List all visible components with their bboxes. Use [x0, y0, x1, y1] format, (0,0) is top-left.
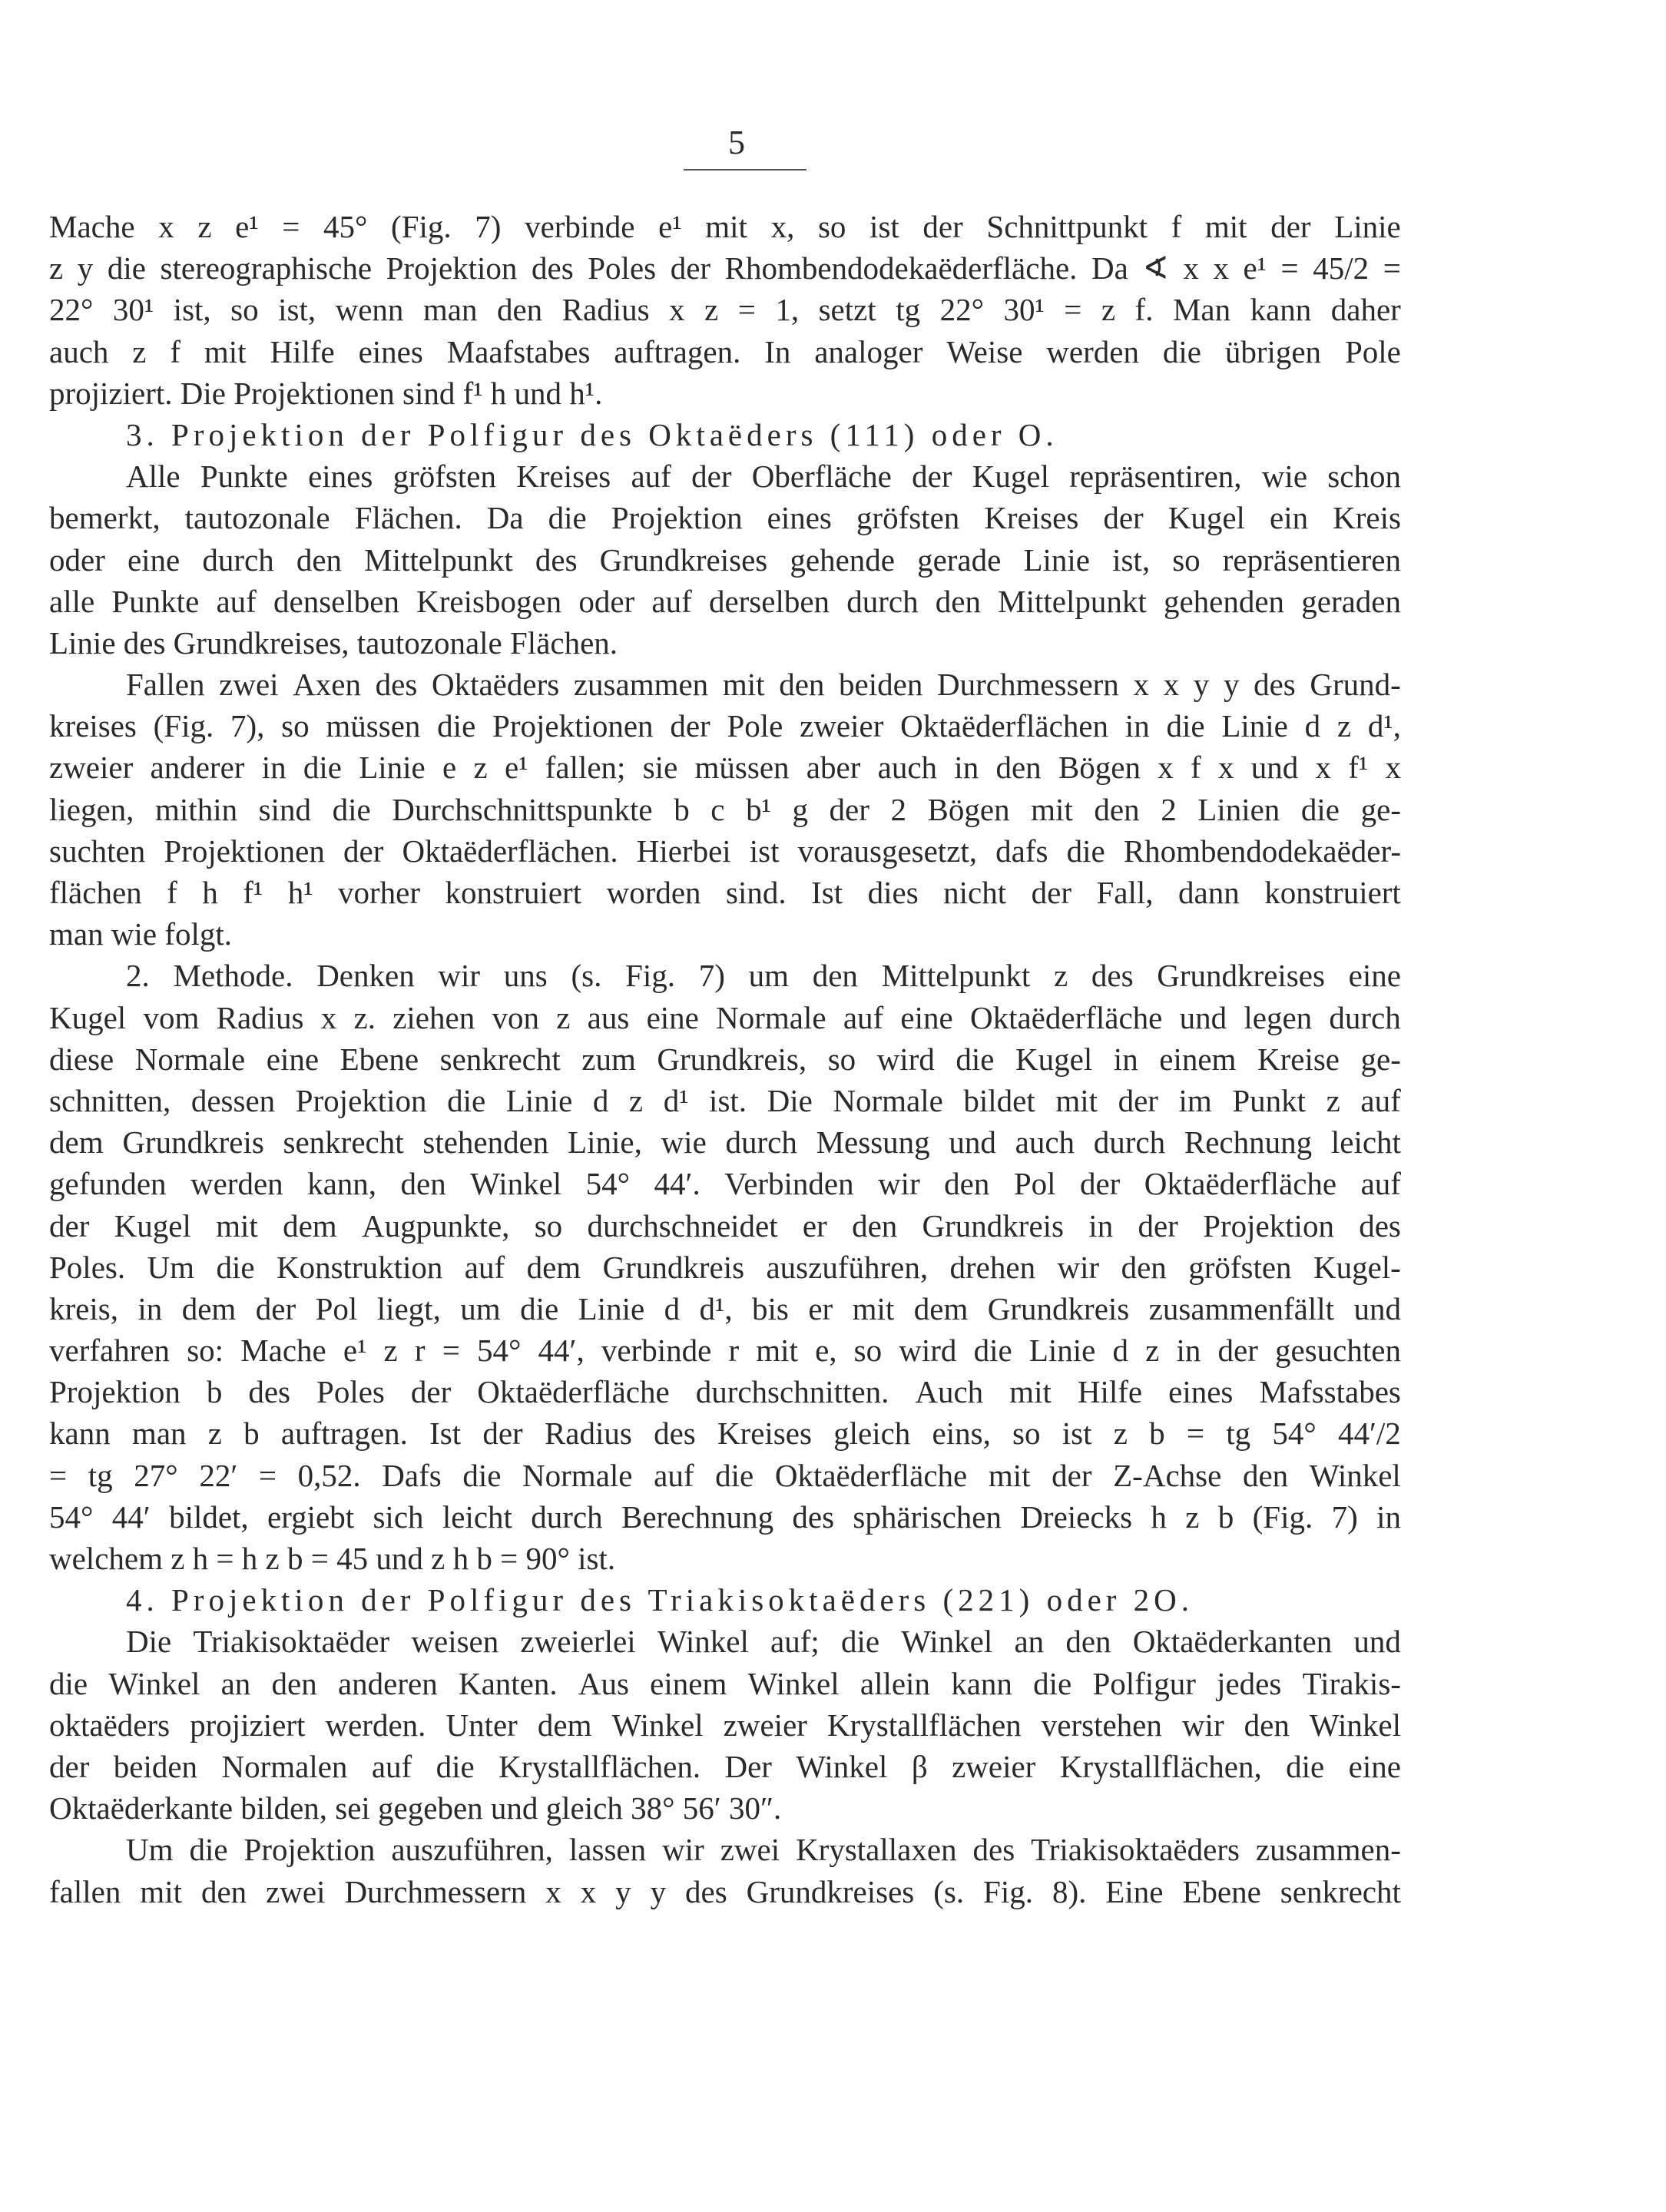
- text-line: der Kugel mit dem Augpunkte, so durchschneidet er den Grundkreis in der Projektion des: [49, 1207, 1401, 1243]
- text-line: die Winkel an den anderen Kanten. Aus einem Winkel allein kann die Polfigur jedes Tirakis-: [49, 1665, 1401, 1701]
- text-line: liegen, mithin sind die Durchschnittspunkte b c b¹ g der 2 Bögen mit den 2 Linien die ge-: [49, 791, 1401, 827]
- text-line: z y die stereographische Projektion des Poles der Rhombendodekaëderfläche. Da ∢ x x e¹ = 45/2 =: [49, 250, 1401, 286]
- page-number: 5: [728, 124, 747, 161]
- text-line: verfahren so: Mache e¹ z r = 54° 44′, verbinde r mit e, so wird die Linie d z in der gesuchten: [49, 1333, 1401, 1369]
- text-line: Poles. Um die Konstruktion auf dem Grundkreis auszuführen, drehen wir den gröfsten Kugel-: [49, 1249, 1401, 1285]
- text-line: bemerkt, tautozonale Flächen. Da die Projektion eines gröfsten Kreises der Kugel ein Kreis: [49, 500, 1401, 536]
- text-line: gefunden werden kann, den Winkel 54° 44′. Verbinden wir den Pol der Oktaëderfläche auf: [49, 1166, 1401, 1202]
- text-line: Alle Punkte eines gröfsten Kreises auf der Oberfläche der Kugel repräsentiren, wie schon: [126, 459, 1401, 495]
- text-line: 2. Methode. Denken wir uns (s. Fig. 7) um den Mittelpunkt z des Grundkreises eine: [126, 958, 1401, 994]
- text-line: der beiden Normalen auf die Krystallflächen. Der Winkel β zweier Krystallflächen, die eine: [49, 1748, 1401, 1784]
- text-line: diese Normale eine Ebene senkrecht zum Grundkreis, so wird die Kugel in einem Kreise ge-: [49, 1041, 1401, 1077]
- text-line: dem Grundkreis senkrecht stehenden Linie, wie durch Messung und auch durch Rechnung leicht: [49, 1124, 1401, 1161]
- text-line: oktaëders projiziert werden. Unter dem Winkel zweier Krystallflächen verstehen wir den Winkel: [49, 1707, 1401, 1743]
- text-line: 4. Projektion der Polfigur des Triakisoktaëders (221) oder 2O.: [126, 1582, 1194, 1618]
- text-line: 54° 44′ bildet, ergiebt sich leicht durch Berechnung des sphärischen Dreiecks h z b (Fig. 7) in: [49, 1498, 1401, 1535]
- text-line: welchem z h = h z b = 45 und z h b = 90° ist.: [49, 1541, 616, 1576]
- text-line: Fallen zwei Axen des Oktaëders zusammen mit den beiden Durchmessern x x y y des Grund-: [126, 667, 1401, 703]
- text-line: alle Punkte auf denselben Kreisbogen oder auf derselben durch den Mittelpunkt gehenden geraden: [49, 583, 1401, 619]
- text-line: Projektion b des Poles der Oktaëderfläche durchschnitten. Auch mit Hilfe eines Mafsstabes: [49, 1374, 1401, 1410]
- body-text: [49, 206, 1401, 1912]
- text-line: Die Triakisoktaëder weisen zweierlei Winkel auf; die Winkel an den Oktaëderkanten und: [126, 1624, 1401, 1660]
- text-line: suchten Projektionen der Oktaëderflächen. Hierbei ist vorausgesetzt, dafs die Rhombendodekaëder-: [49, 833, 1401, 869]
- text-line: oder eine durch den Mittelpunkt des Grundkreises gehende gerade Linie ist, so repräsentieren: [49, 541, 1401, 578]
- text-line: kann man z b auftragen. Ist der Radius des Kreises gleich eins, so ist z b = tg 54° 44′/2: [49, 1416, 1401, 1452]
- text-line: Mache x z e¹ = 45° (Fig. 7) verbinde e¹ mit x, so ist der Schnittpunkt f mit der Linie: [49, 209, 1401, 244]
- text-line: Um die Projektion auszuführen, lassen wir zwei Krystallaxen des Triakisoktaëders zusammen-: [126, 1832, 1401, 1868]
- page-number-rule: [684, 169, 807, 171]
- text-line: projiziert. Die Projektionen sind f¹ h und h¹.: [49, 375, 603, 411]
- text-line: 22° 30¹ ist, so ist, wenn man den Radius x z = 1, setzt tg 22° 30¹ = z f. Man kann daher: [49, 292, 1401, 328]
- text-line: schnitten, dessen Projektion die Linie d z d¹ ist. Die Normale bildet mit der im Punkt z auf: [49, 1082, 1401, 1118]
- text-line: fallen mit den zwei Durchmessern x x y y des Grundkreises (s. Fig. 8). Eine Ebene senkrecht: [49, 1873, 1401, 1909]
- text-line: 3. Projektion der Polfigur des Oktaëders (111) oder O.: [126, 416, 1058, 452]
- text-line: kreis, in dem der Pol liegt, um die Linie d d¹, bis er mit dem Grundkreis zusammenfällt und: [49, 1290, 1401, 1326]
- text-line: kreises (Fig. 7), so müssen die Projektionen der Pole zweier Oktaëderflächen in die Linie d z d¹,: [49, 708, 1401, 744]
- text-line: zweier anderer in die Linie e z e¹ fallen; sie müssen aber auch in den Bögen x f x und x f¹ x: [49, 750, 1401, 786]
- text-line: auch z f mit Hilfe eines Maafstabes auftragen. In analoger Weise werden die übrigen Pole: [49, 333, 1401, 369]
- text-line: flächen f h f¹ h¹ vorher konstruiert worden sind. Ist dies nicht der Fall, dann konstruiert: [49, 875, 1401, 910]
- text-line: Kugel vom Radius x z. ziehen von z aus eine Normale auf eine Oktaëderfläche und legen durch: [49, 999, 1401, 1035]
- text-line: Oktaëderkante bilden, sei gegeben und gleich 38° 56′ 30″.: [49, 1790, 782, 1826]
- text-line: = tg 27° 22′ = 0,52. Dafs die Normale auf die Oktaëderfläche mit der Z-Achse den Winkel: [49, 1457, 1401, 1493]
- text-line: Linie des Grundkreises, tautozonale Flächen.: [49, 624, 618, 661]
- text-line: man wie folgt.: [49, 916, 232, 952]
